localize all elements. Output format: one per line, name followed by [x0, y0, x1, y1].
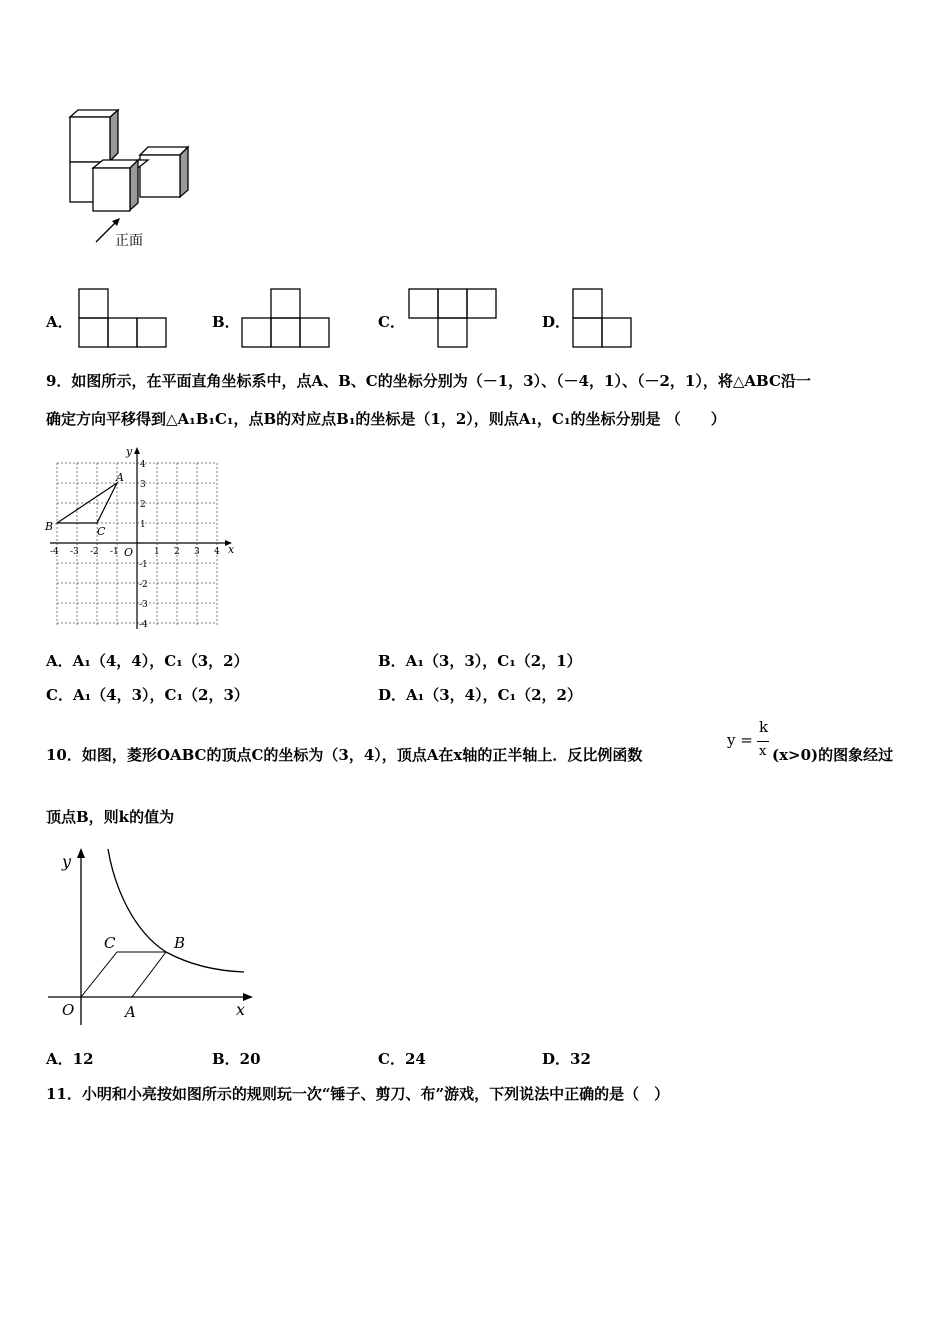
- y-tick-labels: [139, 460, 148, 630]
- cube-front-front: [93, 168, 130, 211]
- point-b-label: B: [45, 520, 54, 533]
- q10-option-a: A．12: [46, 1050, 94, 1068]
- q10-line2: 顶点B，则k的值为: [46, 808, 175, 826]
- q10-line1-post: (x>0)的图象经过: [772, 746, 894, 764]
- origin-label: O: [124, 546, 134, 559]
- y-tick: -1: [139, 560, 148, 570]
- point-a-label: A: [125, 1003, 136, 1021]
- front-label: 正面: [115, 233, 143, 249]
- q8-option-a-letter: A．: [46, 313, 73, 331]
- q9-option-d: D．A₁（3，4），C₁（2，2）: [378, 686, 582, 704]
- q9-coordinate-grid: [40, 443, 245, 633]
- q11-line1: 11．小明和小亮按如图所示的规则玩一次“锤子、剪刀、布”游戏，下列说法中正确的是（ ）: [46, 1085, 670, 1103]
- x-tick: 2: [174, 547, 180, 557]
- q10-option-c: C．24: [378, 1050, 426, 1068]
- x-tick: -2: [90, 547, 99, 557]
- x-tick: 3: [194, 547, 200, 557]
- q9-option-b: B．A₁（3，3），C₁（2，1）: [378, 652, 582, 670]
- q8-option-b-letter: B．: [212, 313, 240, 331]
- q8-option-c-letter: C．: [378, 313, 405, 331]
- formula-y: y =: [727, 731, 753, 749]
- x-tick: -1: [110, 547, 119, 557]
- y-tick: 4: [140, 460, 146, 470]
- formula-denominator: x: [759, 744, 767, 759]
- q8-option-c-view: [408, 288, 500, 350]
- x-tick: 1: [154, 547, 160, 557]
- cube-top-top: [70, 110, 118, 117]
- y-tick: -2: [139, 580, 148, 590]
- q10-rhombus-graph: [40, 845, 260, 1025]
- origin-label: O: [62, 1001, 75, 1019]
- x-tick: 4: [214, 547, 220, 557]
- q8-option-b-view: [241, 288, 333, 350]
- q9-option-a: A．A₁（4，4），C₁（3，2）: [46, 652, 249, 670]
- q10-formula: [727, 718, 773, 764]
- y-tick: -4: [139, 620, 148, 630]
- q8-option-a-view: [78, 288, 170, 350]
- q8-option-d-letter: D．: [542, 313, 571, 331]
- q10-line1-pre: 10．如图，菱形OABC的顶点C的坐标为（3，4），顶点A在x轴的正半轴上．反比例函数: [46, 746, 643, 764]
- y-tick: -3: [139, 600, 148, 610]
- point-a-label: A: [116, 471, 124, 484]
- cube-front-top: [93, 160, 148, 168]
- x-tick: -3: [70, 547, 79, 557]
- cube-top-side: [110, 110, 118, 161]
- cube-stack-figure: [60, 105, 200, 255]
- q10-option-b: B．20: [212, 1050, 261, 1068]
- x-axis-label: x: [228, 543, 235, 556]
- formula-fraction-bar: [757, 741, 769, 742]
- q9-line1: 9．如图所示，在平面直角坐标系中，点A、B、C的坐标分别为（－1，3）、（－4，1）、（－2，1），将△ABC沿一: [46, 372, 811, 390]
- x-axis-label: x: [236, 1000, 246, 1019]
- point-c-label: C: [104, 934, 116, 952]
- rhombus-oabc: [81, 952, 166, 997]
- q9-option-c: C．A₁（4，3），C₁（2，3）: [46, 686, 249, 704]
- y-axis-label: y: [62, 852, 72, 871]
- cube-right-side: [180, 147, 188, 197]
- y-axis-arrow: [77, 848, 85, 858]
- point-b-label: B: [174, 934, 186, 952]
- y-axis-label: y: [126, 445, 133, 458]
- x-tick-labels: [50, 546, 220, 559]
- q10-option-d: D．32: [542, 1050, 591, 1068]
- y-tick: 1: [140, 520, 146, 530]
- x-tick: -4: [50, 547, 59, 557]
- q8-option-d-view: [572, 288, 636, 350]
- formula-numerator: k: [759, 718, 769, 736]
- cube-top-front: [70, 117, 110, 162]
- point-c-label: C: [97, 525, 106, 538]
- hyperbola-curve: [108, 849, 244, 972]
- y-tick: 3: [140, 480, 146, 490]
- q9-line2: 确定方向平移得到△A₁B₁C₁，点B的对应点B₁的坐标是（1，2），则点A₁，C₁的坐标分别是 （ ）: [46, 410, 726, 428]
- cube-front-side: [130, 160, 138, 210]
- y-tick: 2: [140, 500, 146, 510]
- y-axis-arrow: [134, 447, 140, 454]
